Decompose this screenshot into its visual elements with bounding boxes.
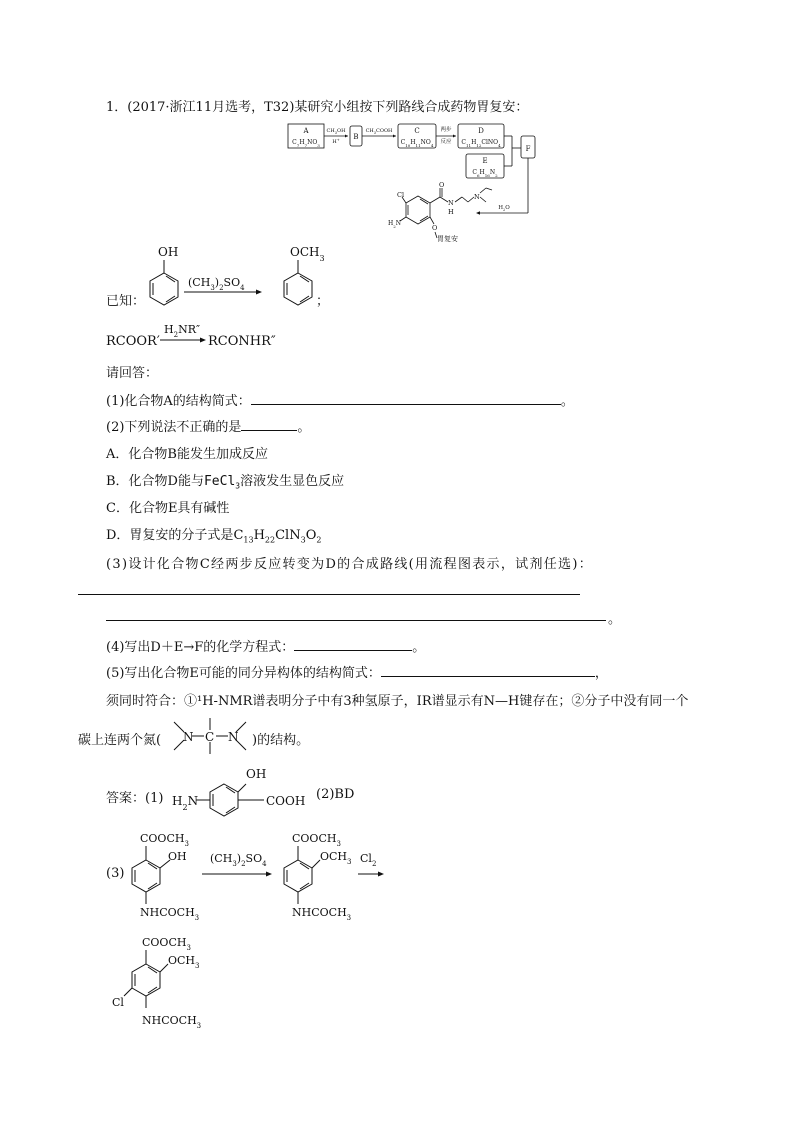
product-o: O — [439, 181, 445, 189]
q1-answer-blank[interactable] — [251, 391, 561, 405]
condition-line-1: 须同时符合：①¹H-NMR谱表明分子中有3种氢原子，IR谱显示有N—H键存在；②分子中没有同一个 — [106, 694, 689, 709]
route-arrow1-bottom: H+ — [332, 138, 340, 145]
q5-end: ， — [594, 666, 608, 681]
svg-text:H2NR″: $H_2NR''$ — [164, 323, 201, 339]
route-arrow3-top: 两步 — [440, 127, 452, 133]
answer-3-label: (3) — [106, 866, 125, 881]
answer-3-structure-2 — [276, 820, 366, 920]
synthesis-route-diagram — [280, 118, 550, 248]
product-name: 胃复安 — [437, 235, 458, 243]
a3-s1-cooch3: $COOCH_3$ — [140, 832, 189, 848]
q5-answer-blank[interactable] — [381, 663, 595, 677]
known-ester-right: RCONHR″ — [208, 334, 276, 349]
a1-oh: OH — [246, 767, 267, 781]
q3-answer-line-2[interactable] — [106, 620, 606, 621]
route-b-label: B — [353, 133, 359, 141]
answer-1-structure — [170, 764, 310, 820]
route-arrow3-bottom: 反应 — [440, 139, 452, 145]
route-arrow1-top: $CH_3OH$ — [326, 128, 346, 135]
svg-text:(CH3)2SO4: $(CH_3)_2SO_4$ — [210, 852, 267, 868]
q2-answer-blank[interactable] — [241, 417, 297, 431]
a3-s2-nhac: $NHCOCH_3$ — [292, 906, 352, 920]
q4-text: (4)写出D＋E→F的化学方程式： — [106, 640, 295, 655]
a3-s3-och3: $OCH_3$ — [168, 954, 200, 970]
n-c-n-structure — [170, 714, 250, 760]
answer-3-arrow-2 — [356, 848, 388, 878]
known-oh: OH — [158, 245, 179, 259]
option-c: C．化合物E具有碱性 — [106, 501, 230, 516]
known-reagent: $(CH_3)_2SO_4$ — [188, 276, 245, 292]
known-ester-left: RCOOR′ — [106, 334, 160, 349]
route-a-formula: $C_7H_7NO_3$ — [292, 139, 320, 148]
route-d-label: D — [478, 127, 484, 135]
answer-3-arrow-1 — [200, 848, 274, 878]
a3-s3-cl: Cl — [112, 996, 124, 1009]
condition-line-2-post: )的结构。 — [252, 733, 310, 748]
known-ester-arrow — [158, 320, 208, 346]
option-b: B．化合物D能与FeCl$_3$溶液发生显色反应 — [106, 474, 345, 491]
a1-h2n: $H_2N$ — [172, 794, 199, 812]
q2 — [106, 416, 310, 435]
known-semicolon: ； — [316, 294, 330, 309]
question-header: 1．(2017·浙江11月选考，T32)某研究小组按下列路线合成药物胃复安： — [106, 100, 529, 115]
q3-answer-line-1[interactable] — [78, 594, 580, 595]
answer-3-structure-1 — [124, 820, 204, 920]
route-arrow2-top: $CH_3COOH$ — [365, 128, 393, 135]
q1-end: 。 — [560, 394, 574, 409]
known-och3: $OCH_3$ — [290, 245, 325, 263]
a3-s2-cooch3: $COOCH_3$ — [292, 832, 341, 848]
svg-text:Cl2: $Cl_2$ — [360, 852, 377, 868]
a3-s1-oh: OH — [168, 850, 187, 863]
a3-s3-nhac: $NHCOCH_3$ — [142, 1014, 202, 1030]
route-c-label: C — [414, 127, 420, 135]
route-a-label: A — [303, 127, 309, 135]
q1 — [106, 390, 574, 409]
condition-line-2-pre: 碳上连两个氮( — [78, 733, 162, 748]
answer-2: (2)BD — [316, 787, 355, 802]
known-reaction-phenol — [140, 240, 340, 320]
product-ome: O — [432, 224, 438, 232]
q3-end: 。 — [608, 612, 622, 627]
q2-text: (2)下列说法不正确的是 — [106, 420, 242, 435]
a3-s3-cooch3: $COOCH_3$ — [142, 936, 191, 952]
route-h2o: $H_2O$ — [498, 205, 510, 212]
prompt: 请回答： — [106, 366, 159, 381]
route-f-label: F — [525, 145, 531, 153]
answer-3-structure-3 — [110, 924, 220, 1034]
a3-s1-nhac: $NHCOCH_3$ — [140, 906, 200, 920]
cond-c: C — [205, 730, 215, 744]
q1-text: (1)化合物A的结构简式： — [106, 394, 251, 409]
product-h: H — [448, 208, 454, 216]
route-c-formula: $C_{10}H_{11}NO_4$ — [400, 139, 434, 148]
product-n2: N — [474, 193, 480, 201]
product-nh2: $H_2N$ — [388, 220, 402, 229]
a1-cooh: COOH — [266, 794, 306, 808]
a3-s2-och3: $OCH_3$ — [320, 850, 352, 866]
q5 — [106, 662, 608, 681]
q2-end: 。 — [297, 420, 311, 435]
q4 — [106, 636, 425, 655]
q3-text: (3)设计化合物C经两步反应转变为D的合成路线(用流程图表示，试剂任选)： — [106, 557, 594, 572]
route-e-label: E — [482, 157, 488, 165]
product-cl: Cl — [397, 191, 405, 199]
cond-n1: N — [183, 730, 194, 744]
option-d: D．胃复安的分子式是$C_{13}H_{22}ClN_3O_2$ — [106, 528, 322, 545]
cond-n2: N — [228, 730, 239, 744]
option-a: A．化合物B能发生加成反应 — [106, 447, 268, 462]
q4-end: 。 — [412, 640, 426, 655]
known-label: 已知： — [106, 294, 146, 309]
route-e-formula: $C_6H_{16}N_2$ — [472, 169, 498, 178]
answer-label: 答案：(1) — [106, 791, 164, 806]
route-d-formula: $C_{11}H_{12}ClNO_4$ — [461, 139, 501, 148]
product-n: N — [448, 199, 454, 207]
q4-answer-blank[interactable] — [294, 637, 412, 651]
q5-text: (5)写出化合物E可能的同分异构体的结构简式： — [106, 666, 381, 681]
